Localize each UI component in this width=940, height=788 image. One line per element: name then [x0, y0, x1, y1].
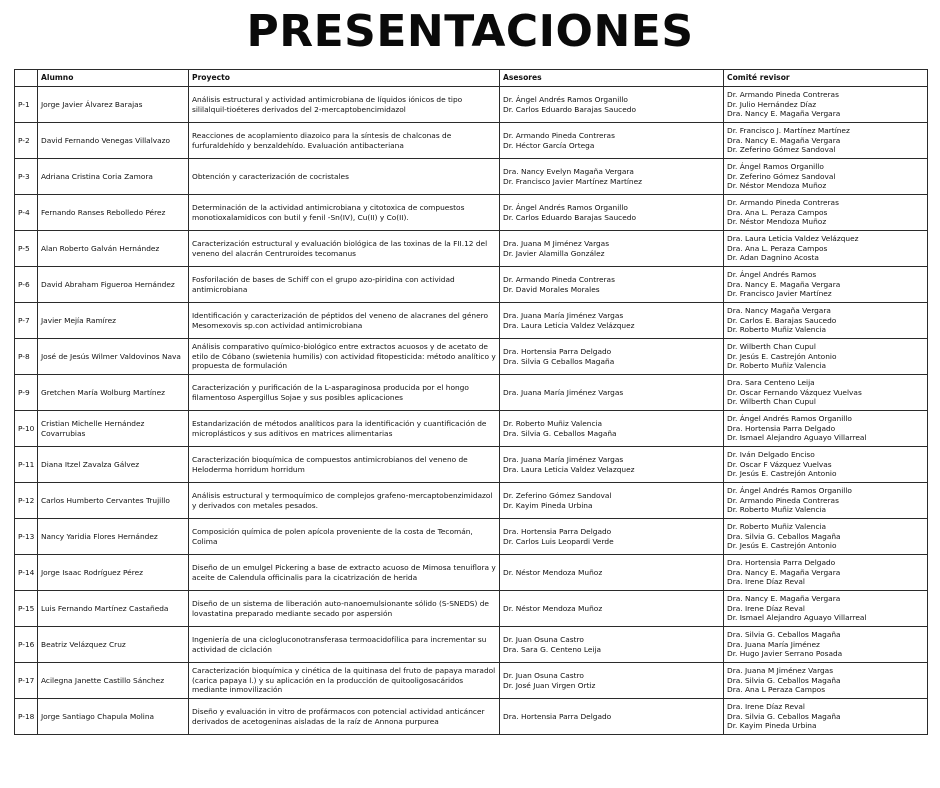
- comite-member-name: Dra. Juana M Jiménez Vargas: [727, 666, 834, 676]
- cell-proyecto: Fosforilación de bases de Schiff con el grupo azo-piridina con actividad antimicrobiana: [189, 267, 500, 303]
- page-title: PRESENTACIONES: [246, 6, 694, 57]
- cell-proyecto: Caracterización y purificación de la L-asparaginosa producida por el hongo filamentoso Aspergillus Sojae y sus posibles aplicaciones: [189, 375, 500, 411]
- cell-proyecto: Análisis estructural y termoquímico de complejos grafeno-mercaptobenzimidazol y derivados con metales pesados.: [189, 483, 500, 519]
- table-row: [15, 519, 928, 555]
- asesor-name: Dr. Zeferino Gómez Sandoval: [503, 490, 612, 500]
- comite-member-name: Dra. Ana L Peraza Campos: [727, 685, 826, 695]
- table-row: [15, 339, 928, 375]
- comite-member-name: Dr. Ismael Alejandro Aguayo Villarreal: [727, 613, 867, 623]
- asesor-name: Dr. José Juan Virgen Ortiz: [503, 680, 596, 690]
- cell-code: P-4: [15, 195, 38, 231]
- asesor-name: Dr. Armando Pineda Contreras: [503, 130, 615, 140]
- table-row: [15, 627, 928, 663]
- cell-asesores: [500, 267, 724, 303]
- cell-alumno: José de Jesús Wilmer Valdovinos Nava: [38, 339, 189, 375]
- cell-proyecto: Diseño de un emulgel Pickering a base de extracto acuoso de Mimosa tenuiflora y aceite de Calendula officinalis para la cicatrización de herida: [189, 555, 500, 591]
- cell-asesores: [500, 627, 724, 663]
- comite-member-name: Dr. Ismael Alejandro Aguayo Villarreal: [727, 433, 867, 443]
- comite-member-name: Dra. Juana María Jiménez: [727, 639, 820, 649]
- asesor-name: Dra. Silvia G. Ceballos Magaña: [503, 428, 617, 438]
- cell-alumno: Beatriz Velázquez Cruz: [38, 627, 189, 663]
- asesor-name: Dr. Roberto Muñiz Valencia: [503, 418, 603, 428]
- comite-member-name: Dr. Adan Dagnino Acosta: [727, 253, 819, 263]
- cell-alumno: Gretchen María Wolburg Martínez: [38, 375, 189, 411]
- cell-comite: [724, 591, 928, 627]
- cell-code: P-6: [15, 267, 38, 303]
- comite-member-name: Dr. Carlos E. Barajas Saucedo: [727, 315, 837, 325]
- cell-asesores: [500, 123, 724, 159]
- asesor-name: Dr. Juan Osuna Castro: [503, 670, 584, 680]
- cell-asesores: [500, 411, 724, 447]
- cell-code: P-9: [15, 375, 38, 411]
- comite-member-name: Dra. Nancy E. Magaña Vergara: [727, 279, 841, 289]
- asesor-name: Dr. Ángel Andrés Ramos Organillo: [503, 94, 628, 104]
- asesor-name: Dra. Laura Leticia Valdez Velazquez: [503, 464, 635, 474]
- comite-member-name: Dr. Ángel Andrés Ramos: [727, 270, 817, 280]
- cell-asesores: [500, 231, 724, 267]
- cell-comite: [724, 627, 928, 663]
- comite-member-name: Dra. Hortensia Parra Delgado: [727, 558, 836, 568]
- table-row: [15, 231, 928, 267]
- table-row: [15, 699, 928, 735]
- table-row: [15, 375, 928, 411]
- cell-comite: [724, 483, 928, 519]
- cell-alumno: Nancy Yaridia Flores Hernández: [38, 519, 189, 555]
- comite-member-name: Dra. Silvia G. Ceballos Magaña: [727, 675, 841, 685]
- comite-member-name: Dr. Zeferino Gómez Sandoval: [727, 171, 836, 181]
- cell-asesores: [500, 375, 724, 411]
- cell-comite: [724, 411, 928, 447]
- cell-comite: [724, 699, 928, 735]
- cell-asesores: [500, 555, 724, 591]
- comite-member-name: Dra. Nancy E. Magaña Vergara: [727, 567, 841, 577]
- comite-member-name: Dr. Wilberth Chan Cupul: [727, 342, 816, 352]
- asesor-name: Dr. Francisco Javier Martínez Martínez: [503, 176, 643, 186]
- asesor-name: Dr. Juan Osuna Castro: [503, 634, 584, 644]
- table-row: [15, 411, 928, 447]
- asesor-name: Dra. Juana María Jiménez Vargas: [503, 387, 624, 397]
- cell-asesores: [500, 195, 724, 231]
- cell-comite: [724, 303, 928, 339]
- cell-comite: [724, 447, 928, 483]
- cell-proyecto: Caracterización bioquímica y cinética de la quitinasa del fruto de papaya maradol (carica papaya l.) y su aplicación en la producción de quitooligosacáridos mediante inmovilización: [189, 663, 500, 699]
- asesor-name: Dra. Nancy Evelyn Magaña Vergara: [503, 166, 634, 176]
- table-row: [15, 123, 928, 159]
- cell-comite: [724, 339, 928, 375]
- comite-member-name: Dr. Roberto Muñiz Valencia: [727, 522, 827, 532]
- asesor-name: Dr. Armando Pineda Contreras: [503, 274, 615, 284]
- cell-alumno: Adriana Cristina Coria Zamora: [38, 159, 189, 195]
- cell-asesores: [500, 591, 724, 627]
- asesor-name: Dr. Ángel Andrés Ramos Organillo: [503, 202, 628, 212]
- table-row: [15, 483, 928, 519]
- table-row: [15, 303, 928, 339]
- header-comite: Comité revisor: [724, 70, 928, 87]
- comite-member-name: Dr. Néstor Mendoza Muñoz: [727, 217, 827, 227]
- asesor-name: Dr. Héctor García Ortega: [503, 140, 595, 150]
- comite-member-name: Dr. Francisco J. Martínez Martínez: [727, 126, 850, 136]
- comite-member-name: Dra. Nancy E. Magaña Vergara: [727, 594, 841, 604]
- comite-member-name: Dr. Armando Pineda Contreras: [727, 495, 839, 505]
- asesor-name: Dra. Juana María Jiménez Vargas: [503, 310, 624, 320]
- cell-proyecto: Ingeniería de una ciclogluconotransferasa termoacidofílica para incrementar su actividad de ciclación: [189, 627, 500, 663]
- cell-asesores: [500, 159, 724, 195]
- cell-code: P-17: [15, 663, 38, 699]
- cell-asesores: [500, 519, 724, 555]
- comite-member-name: Dr. Ángel Ramos Organillo: [727, 162, 824, 172]
- cell-proyecto: Identificación y caracterización de péptidos del veneno de alacranes del género Mesomexovis sp.con actividad antimicrobiana: [189, 303, 500, 339]
- asesor-name: Dra. Juana M Jiménez Vargas: [503, 238, 610, 248]
- comite-member-name: Dr. Oscar F Vázquez Vuelvas: [727, 459, 832, 469]
- comite-member-name: Dr. Iván Delgado Enciso: [727, 450, 815, 460]
- table-row: [15, 87, 928, 123]
- comite-member-name: Dra. Silvia G. Ceballos Magaña: [727, 531, 841, 541]
- cell-alumno: Cristian Michelle Hernández Covarrubias: [38, 411, 189, 447]
- asesor-name: Dra. Hortensia Parra Delgado: [503, 346, 612, 356]
- comite-member-name: Dr. Roberto Muñiz Valencia: [727, 505, 827, 515]
- comite-member-name: Dr. Ángel Andrés Ramos Organillo: [727, 414, 852, 424]
- cell-comite: [724, 195, 928, 231]
- asesor-name: Dr. Néstor Mendoza Muñoz: [503, 567, 603, 577]
- comite-member-name: Dra. Silvia G. Ceballos Magaña: [727, 630, 841, 640]
- asesor-name: Dr. David Morales Morales: [503, 284, 600, 294]
- cell-code: P-10: [15, 411, 38, 447]
- asesor-name: Dr. Carlos Eduardo Barajas Saucedo: [503, 212, 636, 222]
- cell-alumno: Diana Itzel Zavalza Gálvez: [38, 447, 189, 483]
- comite-member-name: Dr. Wilberth Chan Cupul: [727, 397, 816, 407]
- comite-member-name: Dra. Irene Díaz Reval: [727, 702, 805, 712]
- comite-member-name: Dr. Armando Pineda Contreras: [727, 90, 839, 100]
- cell-code: P-5: [15, 231, 38, 267]
- comite-member-name: Dra. Silvia G. Ceballos Magaña: [727, 711, 841, 721]
- cell-code: P-11: [15, 447, 38, 483]
- header-asesores: Asesores: [500, 70, 724, 87]
- asesor-name: Dr. Néstor Mendoza Muñoz: [503, 603, 603, 613]
- cell-alumno: Fernando Ranses Rebolledo Pérez: [38, 195, 189, 231]
- cell-alumno: Acilegna Janette Castillo Sánchez: [38, 663, 189, 699]
- header-code: [15, 70, 38, 87]
- cell-code: P-15: [15, 591, 38, 627]
- cell-code: P-16: [15, 627, 38, 663]
- asesor-name: Dra. Laura Leticia Valdez Velázquez: [503, 320, 635, 330]
- comite-member-name: Dr. Jesús E. Castrejón Antonio: [727, 351, 837, 361]
- cell-proyecto: Diseño de un sistema de liberación auto-nanoemulsionante sólido (S-SNEDS) de lovastatina preparado mediante secado por aspersión: [189, 591, 500, 627]
- asesor-name: Dra. Hortensia Parra Delgado: [503, 711, 612, 721]
- cell-comite: [724, 159, 928, 195]
- cell-alumno: David Fernando Venegas Villalvazo: [38, 123, 189, 159]
- cell-code: P-7: [15, 303, 38, 339]
- cell-comite: [724, 267, 928, 303]
- cell-proyecto: Reacciones de acoplamiento diazoico para la síntesis de chalconas de furfuraldehído y benzaldehído. Evaluación antibacteriana: [189, 123, 500, 159]
- comite-member-name: Dra. Nancy E. Magaña Vergara: [727, 135, 841, 145]
- comite-member-name: Dr. Armando Pineda Contreras: [727, 198, 839, 208]
- comite-member-name: Dr. Roberto Muñiz Valencia: [727, 361, 827, 371]
- comite-member-name: Dra. Hortensia Parra Delgado: [727, 423, 836, 433]
- cell-alumno: Luis Fernando Martínez Castañeda: [38, 591, 189, 627]
- header-proyecto: Proyecto: [189, 70, 500, 87]
- table-row: [15, 591, 928, 627]
- asesor-name: Dr. Carlos Eduardo Barajas Saucedo: [503, 104, 636, 114]
- table-row: [15, 267, 928, 303]
- table-row: [15, 663, 928, 699]
- comite-member-name: Dra. Sara Centeno Leija: [727, 378, 815, 388]
- cell-asesores: [500, 483, 724, 519]
- comite-member-name: Dr. Zeferino Gómez Sandoval: [727, 145, 836, 155]
- comite-member-name: Dra. Nancy Magaña Vergara: [727, 306, 831, 316]
- cell-code: P-13: [15, 519, 38, 555]
- presentations-table: [14, 69, 928, 735]
- cell-asesores: [500, 339, 724, 375]
- comite-member-name: Dr. Ángel Andrés Ramos Organillo: [727, 486, 852, 496]
- cell-code: P-8: [15, 339, 38, 375]
- cell-asesores: [500, 87, 724, 123]
- cell-proyecto: Caracterización estructural y evaluación biológica de las toxinas de la FII.12 del veneno del alacrán Centruroides tecomanus: [189, 231, 500, 267]
- cell-code: P-1: [15, 87, 38, 123]
- cell-comite: [724, 87, 928, 123]
- cell-proyecto: Diseño y evaluación in vitro de profármacos con potencial actividad anticáncer derivados de acetogeninas aisladas de la raíz de Annona purpurea: [189, 699, 500, 735]
- cell-comite: [724, 519, 928, 555]
- cell-proyecto: Análisis comparativo químico-biológico entre extractos acuosos y de acetato de etilo de Cóbano (swietenia humilis) con actividad fitopesticida: método analítico y propuesta de formulación: [189, 339, 500, 375]
- asesor-name: Dr. Carlos Luis Leopardi Verde: [503, 536, 614, 546]
- comite-member-name: Dr. Roberto Muñiz Valencia: [727, 325, 827, 335]
- comite-member-name: Dra. Nancy E. Magaña Vergara: [727, 109, 841, 119]
- cell-comite: [724, 123, 928, 159]
- cell-proyecto: Caracterización bioquímica de compuestos antimicrobianos del veneno de Heloderma horridum horridum: [189, 447, 500, 483]
- cell-proyecto: Obtención y caracterización de cocristales: [189, 159, 500, 195]
- cell-alumno: Alan Roberto Galván Hernández: [38, 231, 189, 267]
- comite-member-name: Dr. Julio Hernández Díaz: [727, 99, 817, 109]
- table-row: [15, 195, 928, 231]
- cell-alumno: Javier Mejía Ramírez: [38, 303, 189, 339]
- cell-alumno: Jorge Javier Álvarez Barajas: [38, 87, 189, 123]
- cell-alumno: Jorge Santiago Chapula Molina: [38, 699, 189, 735]
- cell-asesores: [500, 663, 724, 699]
- asesor-name: Dra. Silvia G Ceballos Magaña: [503, 356, 615, 366]
- table-row: [15, 555, 928, 591]
- cell-comite: [724, 663, 928, 699]
- cell-comite: [724, 375, 928, 411]
- asesor-name: Dra. Juana María Jiménez Vargas: [503, 454, 624, 464]
- cell-alumno: Jorge Isaac Rodríguez Pérez: [38, 555, 189, 591]
- comite-member-name: Dra. Ana L. Peraza Campos: [727, 207, 828, 217]
- comite-member-name: Dra. Laura Leticia Valdez Velázquez: [727, 234, 859, 244]
- cell-asesores: [500, 303, 724, 339]
- asesor-name: Dra. Sara G. Centeno Leija: [503, 644, 602, 654]
- cell-proyecto: Determinación de la actividad antimicrobiana y citotoxica de compuestos monotioxalamidicos con butil y fenil -Sn(IV), Cu(II) y Co(II).: [189, 195, 500, 231]
- cell-code: P-18: [15, 699, 38, 735]
- cell-asesores: [500, 699, 724, 735]
- cell-proyecto: Composición química de polen apícola proveniente de la costa de Tecomán, Colima: [189, 519, 500, 555]
- asesor-name: Dr. Javier Alamilla González: [503, 248, 605, 258]
- comite-member-name: Dr. Néstor Mendoza Muñoz: [727, 181, 827, 191]
- cell-code: P-3: [15, 159, 38, 195]
- comite-member-name: Dr. Francisco Javier Martínez: [727, 289, 832, 299]
- comite-member-name: Dr. Jesús E. Castrejón Antonio: [727, 469, 837, 479]
- table-row: [15, 447, 928, 483]
- cell-proyecto: Análisis estructural y actividad antimicrobiana de líquidos iónicos de tipo sililalquil-tioéteres derivados del 2-mercaptobencimidazol: [189, 87, 500, 123]
- table-row: [15, 159, 928, 195]
- comite-member-name: Dr. Kayim Pineda Urbina: [727, 721, 817, 731]
- cell-comite: [724, 231, 928, 267]
- cell-alumno: David Abraham Figueroa Hernández: [38, 267, 189, 303]
- comite-member-name: Dra. Irene Díaz Reval: [727, 603, 805, 613]
- comite-member-name: Dra. Irene Díaz Reval: [727, 577, 805, 587]
- cell-comite: [724, 555, 928, 591]
- table-header-row: [15, 70, 928, 87]
- comite-member-name: Dr. Hugo Javier Serrano Posada: [727, 649, 843, 659]
- asesor-name: Dra. Hortensia Parra Delgado: [503, 526, 612, 536]
- cell-code: P-12: [15, 483, 38, 519]
- comite-member-name: Dra. Ana L. Peraza Campos: [727, 243, 828, 253]
- header-alumno: Alumno: [38, 70, 189, 87]
- cell-alumno: Carlos Humberto Cervantes Trujillo: [38, 483, 189, 519]
- comite-member-name: Dr. Oscar Fernando Vázquez Vuelvas: [727, 387, 862, 397]
- cell-asesores: [500, 447, 724, 483]
- cell-code: P-2: [15, 123, 38, 159]
- comite-member-name: Dr. Jesús E. Castrejón Antonio: [727, 541, 837, 551]
- cell-code: P-14: [15, 555, 38, 591]
- asesor-name: Dr. Kayim Pineda Urbina: [503, 500, 593, 510]
- cell-proyecto: Estandarización de métodos analíticos para la identificación y cuantificación de microplásticos y sus aditivos en matrices alimentarias: [189, 411, 500, 447]
